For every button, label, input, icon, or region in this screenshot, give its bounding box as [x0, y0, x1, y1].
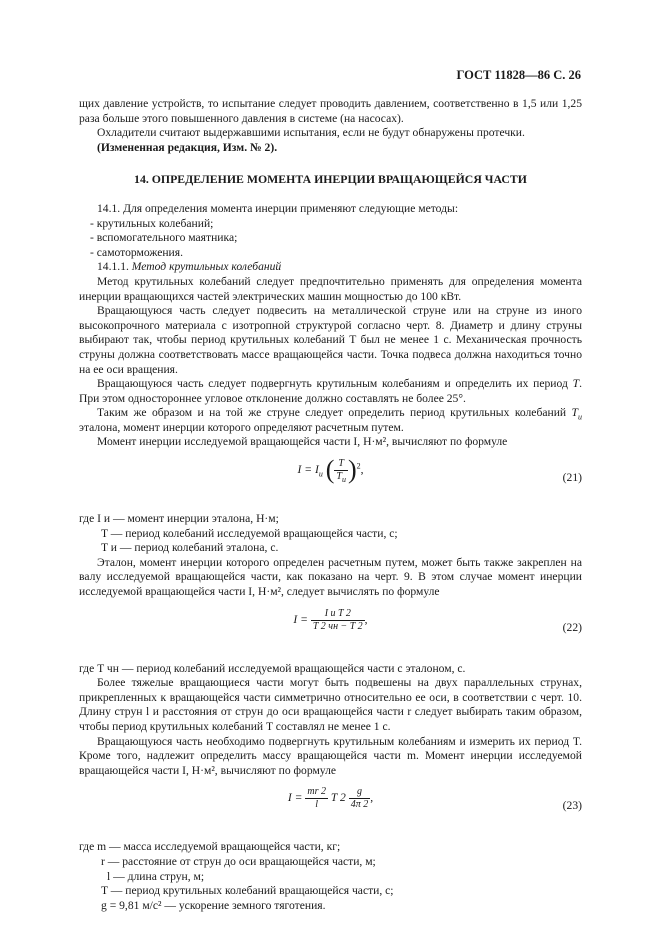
method-item-1: - крутильных колебаний; — [90, 216, 214, 230]
clause-paragraph-4a: Таким же образом и на той же струне следует определить период крутильных колебаний — [97, 406, 567, 420]
clause-paragraph-3: Вращающуюся часть следует подвергнуть крутильным колебаниям и определить их период T. При этом одностороннее угловое отклонение должно составлять не более 25°. — [79, 377, 582, 405]
clause-14-1-lead: 14.1. Для определения момента инерции применяют следующие методы: — [97, 201, 459, 215]
clause-14-1-1-heading — [79, 260, 582, 275]
clause-number: 14.1.1. — [97, 260, 129, 274]
formula-21-denominator: $T_и$ — [336, 471, 346, 485]
document-body — [79, 97, 582, 913]
formula-23-mid: T 2 — [330, 791, 346, 805]
clause-paragraph-1: Метод крутильных колебаний следует предпочтительно применять для определения момента инерции вращающихся частей электрических машин мощностью до 100 кВт. — [79, 274, 582, 303]
legend-21-line-1: где I и — момент инерции эталона, Н·м; — [79, 512, 279, 526]
formula-23-den2: 4π 2 — [350, 799, 369, 811]
intro-paragraph-2: Охладители считают выдержавшими испытания, если не будут обнаружены протечки. — [97, 126, 525, 140]
formula-21-sub: и — [318, 469, 323, 479]
clause-paragraph-2: Вращающуюся часть следует подвесить на металлической струне или на струне из иного высокопрочного материала с изотропной структурой согласно черт. 8. Диаметр и длину струны выбирают так, чтобы период крутильных колебаний T был не менее 1 с. Механическая прочность струны должна соответствовать массе вращающейся части. Точка подвеса должна находиться точно на ее оси вращения. — [79, 304, 582, 376]
formula-23-den1: l — [315, 799, 319, 811]
legend-23 — [79, 840, 582, 913]
symbol-T: T — [572, 377, 580, 391]
formula-23-number: (23) — [562, 799, 582, 813]
formula-21-power: 2 — [356, 461, 361, 471]
legend-21-line-2: T — период колебаний исследуемой вращающейся части, с; — [101, 526, 398, 540]
page-header: ГОСТ 11828—86 С. 26 — [456, 68, 581, 82]
formula-22-number: (22) — [562, 620, 582, 634]
clause-paragraph-3b: При этом одностороннее угловое отклонение должно составлять не более 25°. — [79, 391, 466, 405]
clause-paragraph-4b: эталона, момент инерции которого определяют расчетным путем. — [79, 420, 404, 434]
formula-23: I = $\frac{mr 2}{l}$ T 2 $\frac{g}{4\pi 2}$ , (23) — [287, 786, 582, 813]
clause-paragraph-5: Момент инерции исследуемой вращающейся части I, Н·м², вычисляют по формуле — [97, 435, 508, 449]
formula-23-num1: mr 2 — [307, 786, 326, 798]
legend-23-line-1: где m — масса исследуемой вращающейся части, кг; — [79, 840, 341, 854]
method-item-2: - вспомогательного маятника; — [90, 231, 238, 245]
formula-21-numerator: T — [334, 458, 348, 471]
legend-21-line-3: T и — период колебаний эталона, с. — [101, 541, 279, 555]
symbol-T-i: $T_и$ — [571, 406, 582, 422]
legend-22: где T чн — период колебаний исследуемой вращающейся части с эталоном, с. — [79, 661, 466, 675]
formula-22-numerator: I и T 2 — [311, 608, 365, 621]
formula-23-num2: g — [349, 786, 371, 799]
clause-title: Метод крутильных колебаний — [131, 260, 282, 274]
clause-paragraph-4 — [79, 406, 582, 435]
formula-23-lhs: I = — [287, 791, 303, 805]
formula-21: $I = I_и$ ( $\frac{T}{T_и}$ )$^2$, (21) — [297, 455, 582, 485]
paragraph-etalon: Эталон, момент инерции которого определен расчетным путем, может быть также закреплен на валу исследуемой вращающейся части, как показано на черт. 9. В этом случае момент инерции исследуемой вращающейся части I, Н·м², следует вычислять по формуле — [79, 555, 582, 599]
legend-21 — [79, 512, 582, 556]
intro-paragraph-1: щих давление устройств, то испытание следует проводить давлением, соответственно в 1,5 или 1,25 раза больше этого повышенного давления в системе (на насосах). — [79, 97, 582, 125]
formula-22: I = $\frac{\text{I и T 2}}{T 2 чн - T 2}$ , (22) — [293, 607, 582, 634]
formula-22-lhs: I = — [293, 612, 309, 626]
legend-23-line-4: T — период крутильных колебаний вращающейся части, с; — [101, 884, 394, 898]
clause-paragraph-3a: Вращающуюся часть следует подвергнуть крутильным колебаниям и определить их период — [97, 377, 568, 391]
paragraph-two-strings: Более тяжелые вращающиеся части могут быть подвешены на двух параллельных струнах, прикрепленных к вращающейся части симметрично относительно ее оси, в соответствии с черт. 10. Длину струн l и расстояния от струн до оси вращающейся части r следует выбирать таким образом, чтобы период крутильных колебаний T составлял не менее 1 с. — [79, 676, 582, 733]
formula-22-denominator: T 2 чн − T 2 — [312, 620, 363, 632]
formula-21-number: (21) — [562, 471, 582, 485]
legend-23-line-3: l — длина струн, м; — [107, 869, 205, 883]
formula-21-lhs: I = I — [297, 463, 319, 477]
paragraph-mass: Вращающуюся часть необходимо подвергнуть крутильным колебаниям и измерить их период T. Кроме того, надлежит определить массу вращающейся части m. Момент инерции исследуемой вращающейся части I, Н·м², вычисляют по формуле — [79, 734, 582, 777]
legend-23-line-2: r — расстояние от струн до оси вращающейся части, м; — [101, 854, 376, 868]
amendment-note: (Измененная редакция, Изм. № 2). — [97, 140, 278, 154]
legend-23-line-5: g = 9,81 м/с² — ускорение земного тяготения. — [101, 898, 326, 912]
method-item-3: - самоторможения. — [90, 245, 183, 259]
section-title: 14. ОПРЕДЕЛЕНИЕ МОМЕНТА ИНЕРЦИИ ВРАЩАЮЩЕЙСЯ ЧАСТИ — [134, 172, 527, 187]
